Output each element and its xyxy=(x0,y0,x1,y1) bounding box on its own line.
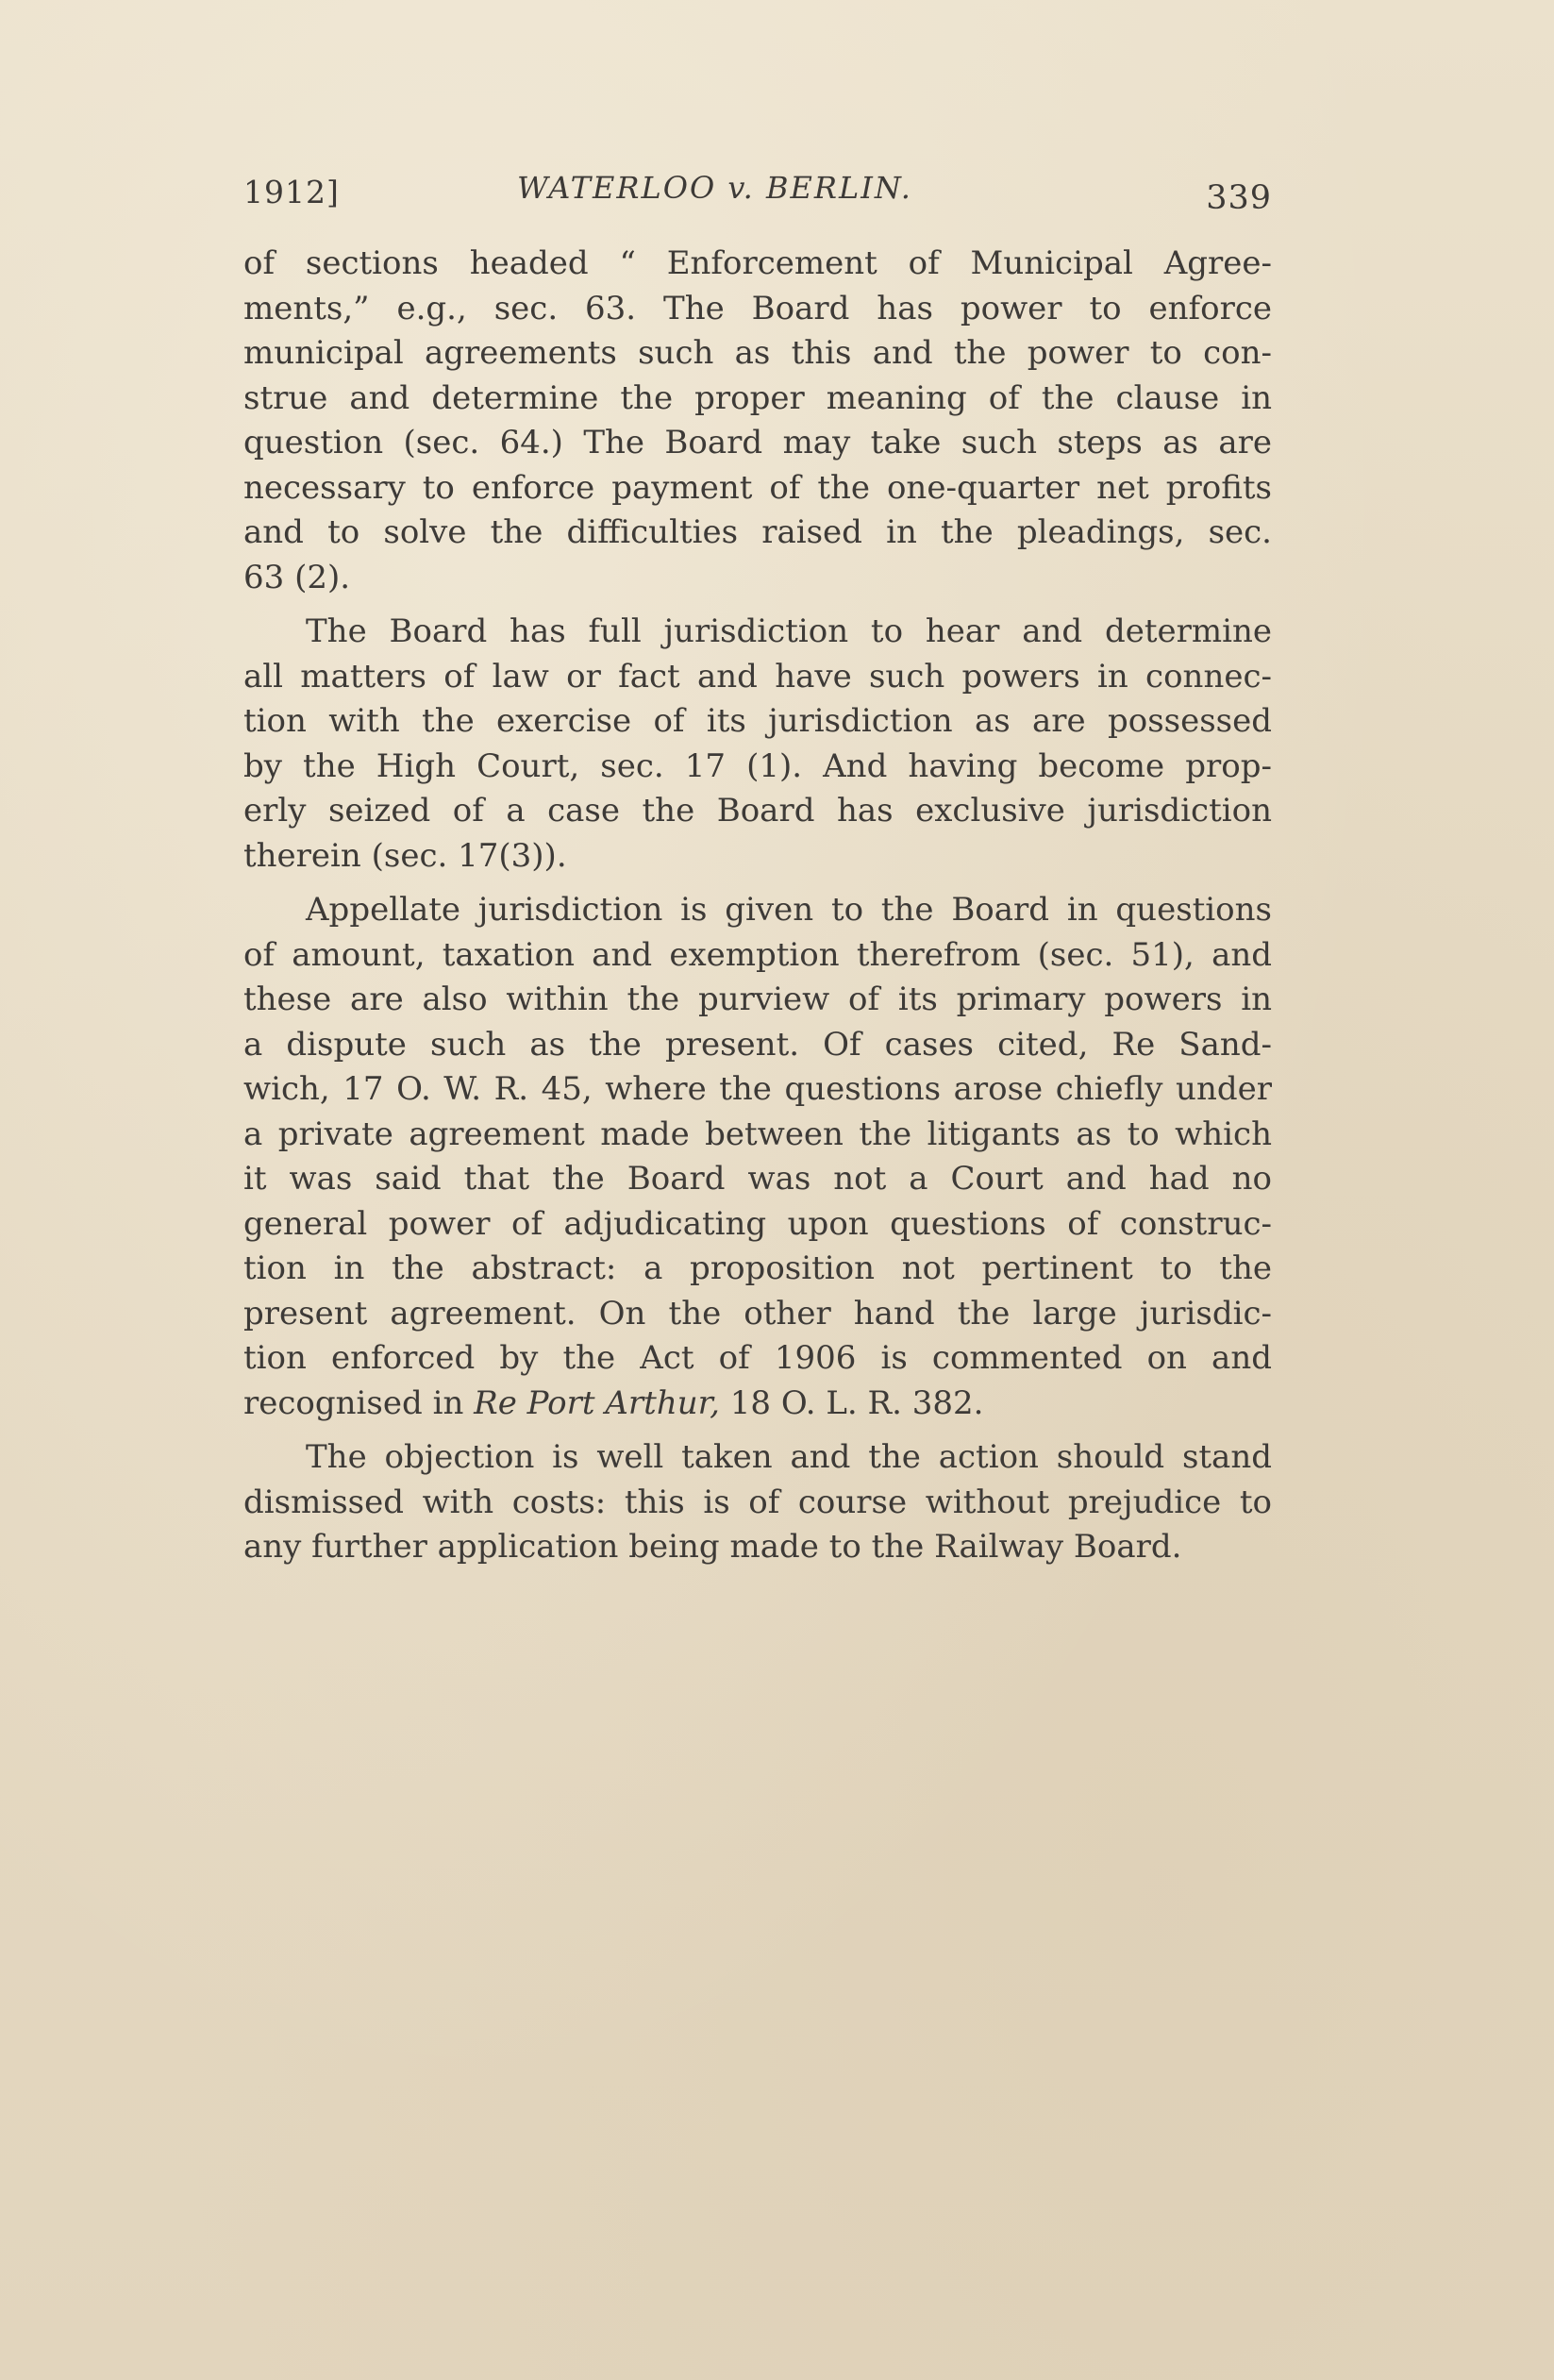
body-text xyxy=(243,242,1272,1580)
text-line: The Board has full jurisdiction to hear and determine xyxy=(306,612,1272,650)
text-line: therein (sec. 17(3)). xyxy=(243,836,567,875)
text-line: wich, 17 O. W. R. 45, where the questions arose chiefly under xyxy=(243,1070,1272,1108)
text-line: present agreement. On the other hand the large jurisdic- xyxy=(243,1294,1272,1332)
text-line: dismissed with costs: this is of course without prejudice to xyxy=(243,1483,1272,1521)
citation-text-after: 18 O. L. R. 382. xyxy=(719,1383,984,1422)
text-line: any further application being made to the Railway Board. xyxy=(243,1528,1182,1566)
text-line: 63 (2). xyxy=(243,558,351,596)
citation-text-before: recognised in xyxy=(243,1383,475,1422)
paragraph xyxy=(243,888,1272,1426)
text-line: and to solve the difficulties raised in the pleadings, sec. xyxy=(243,513,1272,551)
running-header xyxy=(243,168,1272,225)
text-line: ments,” e.g., sec. 63. The Board has power to enforce xyxy=(243,289,1272,327)
header-running-title: WATERLOO v. BERLIN. xyxy=(517,170,912,206)
text-line: question (sec. 64.) The Board may take such steps as are xyxy=(243,424,1272,461)
text-line: these are also within the purview of its primary powers in xyxy=(243,980,1272,1018)
text-line: general power of adjudicating upon questions of construc- xyxy=(243,1204,1272,1243)
text-line: municipal agreements such as this and the power to con- xyxy=(243,334,1272,372)
text-line: all matters of law or fact and have such powers in connec- xyxy=(243,657,1272,696)
page-number: 339 xyxy=(1206,179,1272,217)
text-line: strue and determine the proper meaning of the clause in xyxy=(243,378,1272,417)
text-line: of sections headed “ Enforcement of Municipal Agree- xyxy=(243,244,1272,282)
text-line: a dispute such as the present. Of cases cited, Re Sand- xyxy=(243,1025,1272,1064)
paragraph xyxy=(243,242,1272,600)
text-line: Appellate jurisdiction is given to the Board in questions xyxy=(306,891,1272,929)
text-line: by the High Court, sec. 17 (1). And having become prop- xyxy=(243,746,1272,785)
text-line: tion enforced by the Act of 1906 is commented on and xyxy=(243,1339,1272,1377)
text-line-citation xyxy=(243,1382,1272,1427)
paragraph xyxy=(243,1435,1272,1570)
text-line: tion with the exercise of its jurisdiction as are possessed xyxy=(243,702,1272,740)
text-line: it was said that the Board was not a Court and had no xyxy=(243,1160,1272,1198)
text-line: erly seized of a case the Board has exclusive jurisdiction xyxy=(243,792,1272,830)
paragraph xyxy=(243,610,1272,879)
text-line: necessary to enforce payment of the one-quarter net profits xyxy=(243,468,1272,507)
text-line: The objection is well taken and the action should stand xyxy=(306,1438,1272,1476)
text-line: of amount, taxation and exemption therefrom (sec. 51), and xyxy=(243,935,1272,974)
text-line: tion in the abstract: a proposition not pertinent to the xyxy=(243,1249,1272,1287)
header-year: 1912] xyxy=(243,174,340,210)
text-line: a private agreement made between the litigants as to which xyxy=(243,1115,1272,1153)
case-name-italic: Re Port Arthur, xyxy=(474,1383,720,1422)
